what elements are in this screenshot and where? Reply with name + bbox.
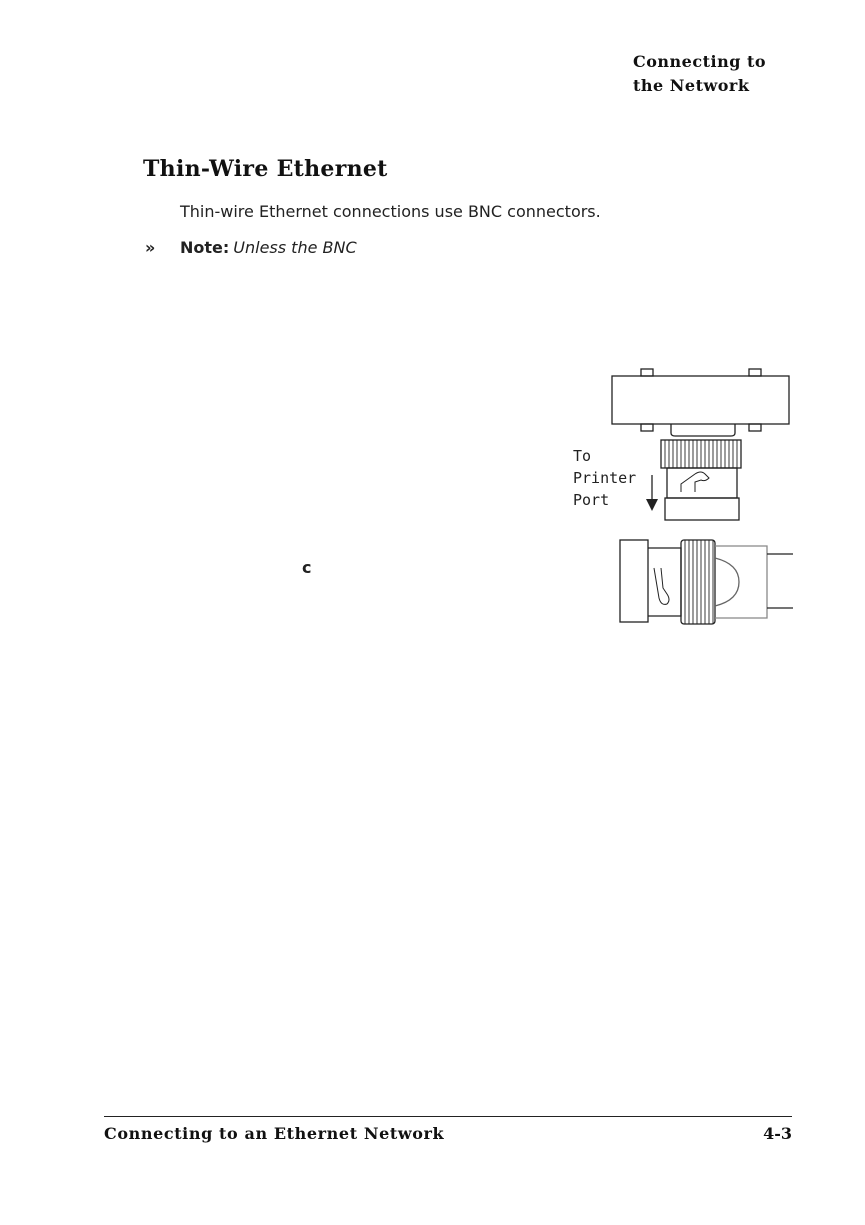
- cable-boot-curve: [715, 558, 739, 606]
- cable-boot: [715, 546, 767, 618]
- cable-connector: [620, 540, 793, 624]
- bayonet-slot: [681, 472, 709, 492]
- cable-knurled-ring: [681, 540, 715, 624]
- note: [180, 238, 357, 257]
- body-paragraph: Thin-wire Ethernet connections use BNC connectors.: [180, 202, 601, 221]
- arrow-head-icon: [646, 499, 658, 511]
- chapter-tab-line-2: the Network: [633, 76, 750, 95]
- note-label: Note:: [180, 238, 230, 257]
- stray-letter: c: [302, 558, 312, 577]
- page-number: 4-3: [763, 1124, 792, 1143]
- t-connector-tab-bottom-right: [749, 424, 761, 431]
- note-marker: »: [145, 238, 156, 257]
- t-connector-body: [612, 376, 789, 424]
- cable-connector-cap: [620, 540, 648, 622]
- cable-bayonet-slot: [654, 568, 669, 604]
- footer-title: Connecting to an Ethernet Network: [104, 1124, 445, 1143]
- note-text: Unless the BNC: [233, 238, 357, 257]
- bnc-connector-illustration: [555, 360, 795, 635]
- knurl-lines: [665, 440, 737, 468]
- figure-caption-line-2: Printer: [573, 469, 637, 487]
- t-connector-tab-top-right: [749, 369, 761, 376]
- t-connector-neck: [671, 424, 735, 436]
- bnc-connector-figure: [555, 360, 795, 635]
- t-connector-tab-top-left: [641, 369, 653, 376]
- t-connector-tab-bottom-left: [641, 424, 653, 431]
- footer-rule: [104, 1116, 792, 1117]
- connector-base: [665, 498, 739, 520]
- section-title: Thin-Wire Ethernet: [143, 156, 388, 182]
- chapter-tab-line-1: Connecting to: [633, 52, 767, 71]
- chapter-tab: [633, 50, 833, 98]
- figure-caption-line-1: To: [573, 447, 592, 465]
- figure-caption-line-3: Port: [573, 491, 610, 509]
- cable-connector-barrel: [648, 548, 681, 616]
